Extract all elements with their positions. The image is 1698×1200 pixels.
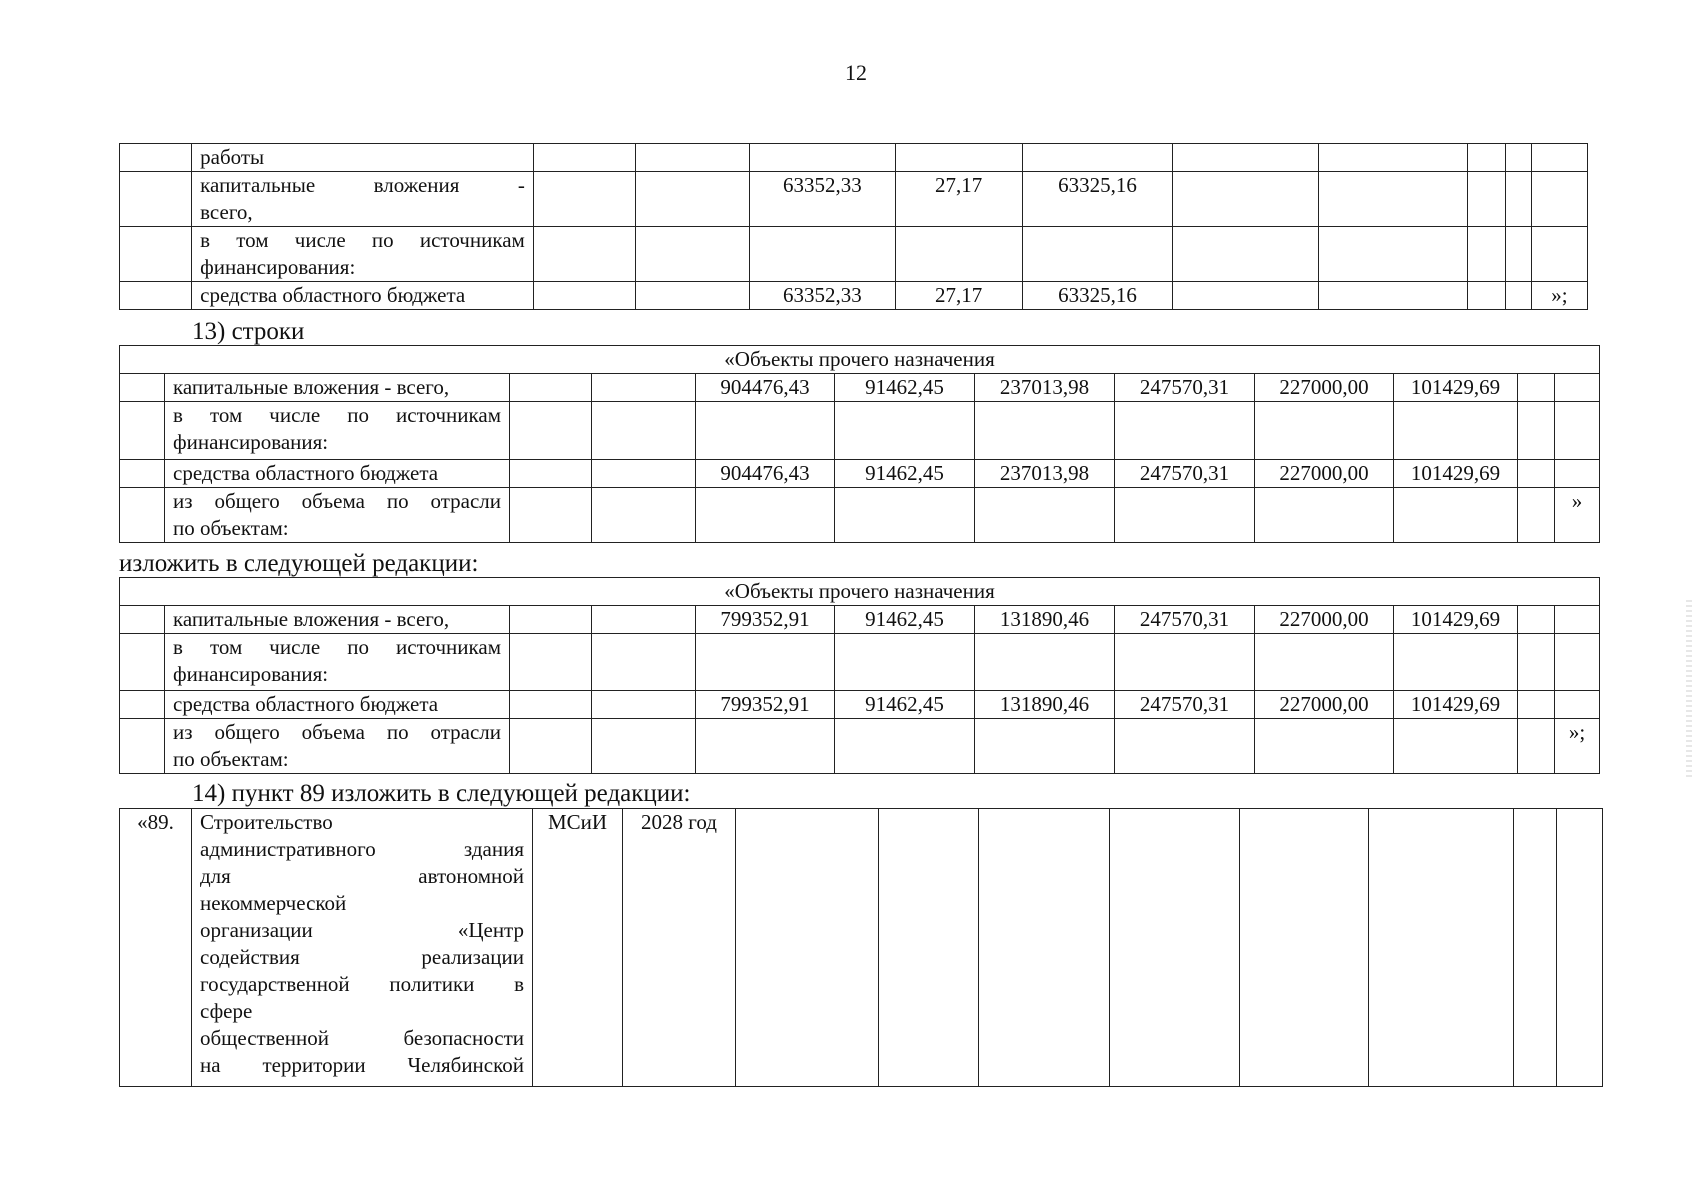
value-cell: 237013,98 [975,460,1115,488]
scan-edge-artifact [1686,600,1692,780]
value-cell: 247570,31 [1115,460,1255,488]
row-label: средства областного бюджета [165,691,510,719]
value-cell: 227000,00 [1255,606,1394,634]
table-row [120,719,1600,774]
page-number: 12 [845,60,867,85]
row-label: средства областного бюджета [192,282,534,310]
row-label: из общего объема по отрасли по объектам: [165,719,510,774]
row-label: капитальные вложения - всего, [165,374,510,402]
closing-quote: » [1555,488,1600,543]
value-cell: 227000,00 [1255,460,1394,488]
value-cell: 227000,00 [1255,374,1394,402]
table-row [120,606,1600,634]
value-cell: 101429,69 [1394,374,1518,402]
value-cell: 101429,69 [1394,691,1518,719]
value-cell: 27,17 [895,282,1022,310]
value-cell: 247570,31 [1115,606,1255,634]
value-cell: 799352,91 [696,691,835,719]
value-cell: 799352,91 [696,606,835,634]
value-cell: 247570,31 [1115,691,1255,719]
table-row [120,809,1603,1087]
row-label: в том числе по источникам финансирования: [192,227,534,282]
table-previous-section [119,143,1588,310]
table-row [120,691,1600,719]
table-row [120,282,1588,310]
section-header: «Объекты прочего назначения [120,578,1600,606]
item-number: «89. [120,809,192,1087]
table-row [120,374,1600,402]
table-row [120,144,1588,172]
value-cell: 91462,45 [835,374,975,402]
value-cell: 101429,69 [1394,606,1518,634]
paragraph-14: 14) пункт 89 изложить в следующей редакции: [192,780,691,807]
paragraph-new-edition: изложить в следующей редакции: [119,550,479,577]
value-cell: 904476,43 [696,460,835,488]
table-old-rows [119,345,1600,543]
table-item-89 [119,808,1603,1087]
value-cell: 904476,43 [696,374,835,402]
paragraph-13: 13) строки [192,318,305,345]
value-cell: 237013,98 [975,374,1115,402]
section-header: «Объекты прочего назначения [120,346,1600,374]
table-row [120,402,1600,460]
agency-cell: МСиИ [533,809,623,1087]
table-row [120,460,1600,488]
value-cell: 101429,69 [1394,460,1518,488]
value-cell: 131890,46 [975,691,1115,719]
value-cell: 63352,33 [750,282,895,310]
value-cell: 131890,46 [975,606,1115,634]
value-cell: 227000,00 [1255,691,1394,719]
row-label: капитальные вложения - всего, [165,606,510,634]
value-cell: 63352,33 [750,172,895,227]
value-cell: 247570,31 [1115,374,1255,402]
row-label: в том числе по источникам финансирования: [165,634,510,691]
table-row [120,634,1600,691]
value-cell: 91462,45 [835,460,975,488]
year-cell: 2028 год [623,809,736,1087]
object-description: Строительство административного здания для автономной некоммерческой организации «Центр содействия реализации государственной политики в сфере общественной безопасности на территории Челябинской [192,809,533,1087]
row-label: из общего объема по отрасли по объектам: [165,488,510,543]
row-label: капитальные вложения - всего, [192,172,534,227]
table-row [120,488,1600,543]
closing-quote: »; [1531,282,1587,310]
closing-quote: »; [1555,719,1600,774]
value-cell: 63325,16 [1022,282,1172,310]
row-label: средства областного бюджета [165,460,510,488]
table-new-rows [119,577,1600,774]
value-cell: 63325,16 [1022,172,1172,227]
row-label: в том числе по источникам финансирования: [165,402,510,460]
value-cell: 91462,45 [835,606,975,634]
value-cell: 91462,45 [835,691,975,719]
value-cell: 27,17 [895,172,1022,227]
table-row [120,172,1588,227]
row-label: работы [192,144,534,172]
table-row [120,227,1588,282]
